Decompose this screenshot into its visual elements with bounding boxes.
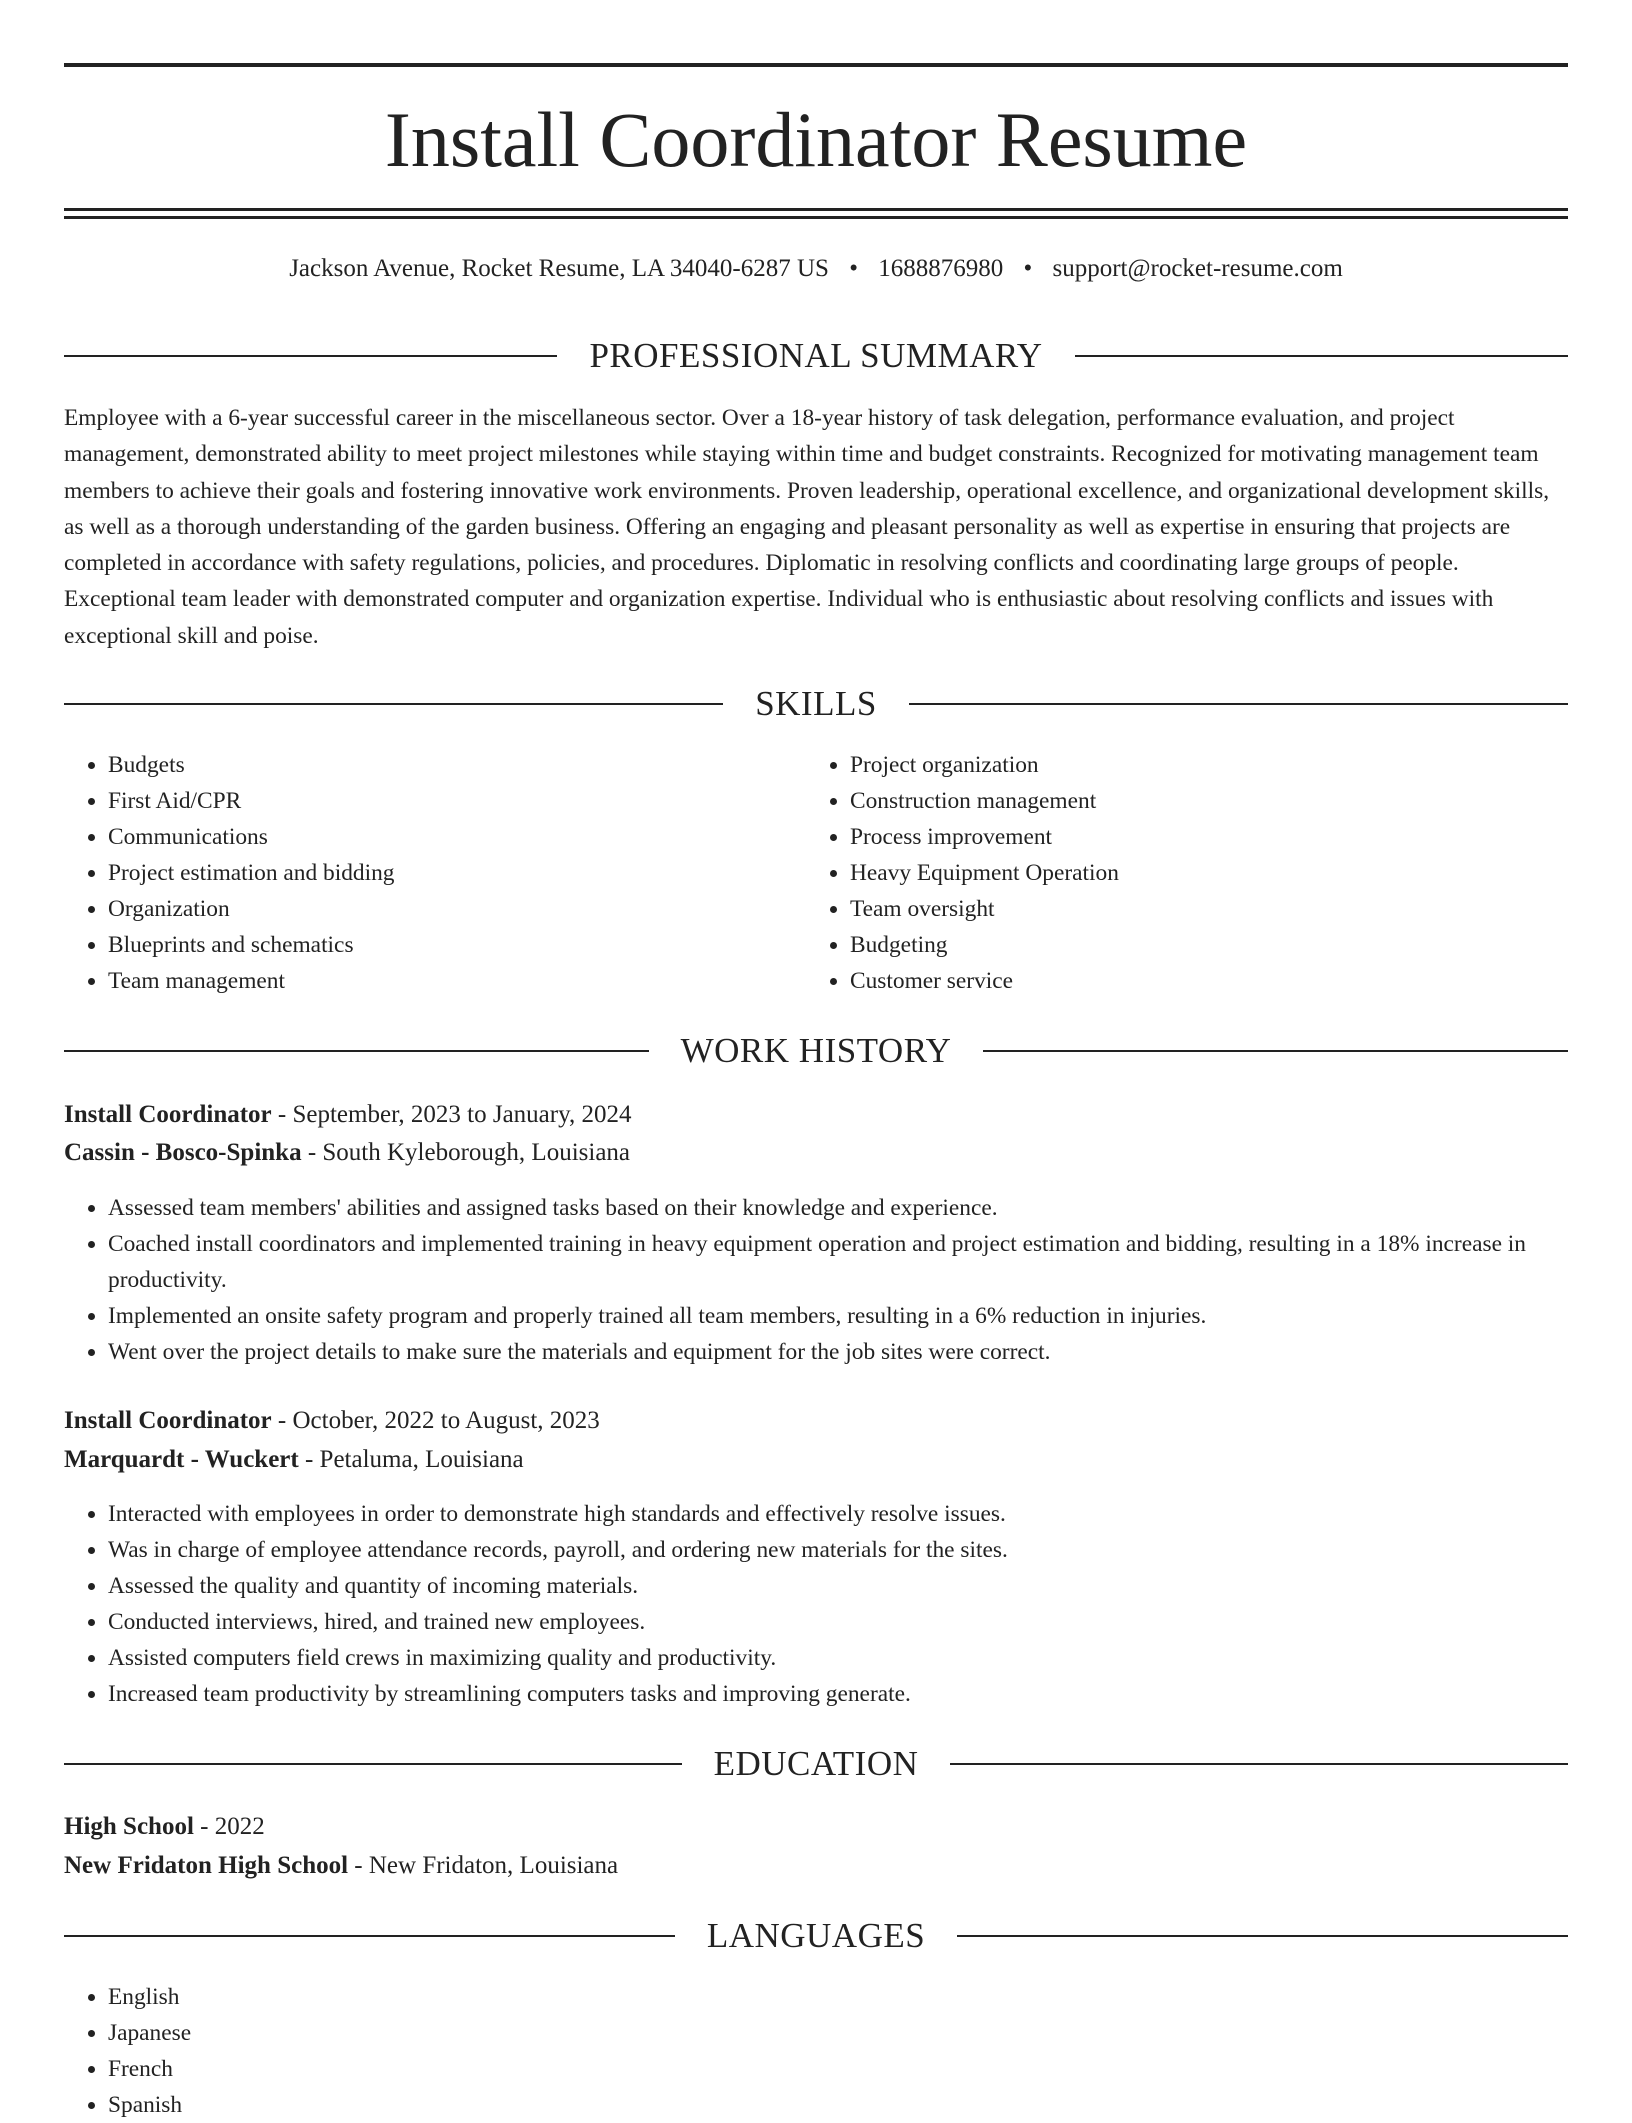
section-title: LANGUAGES — [706, 1916, 926, 1955]
skill-item: • Project organization — [850, 747, 1506, 783]
education-year: - 2022 — [193, 1813, 265, 1840]
heading-rule — [64, 1935, 675, 1937]
education-degree: High School — [64, 1813, 194, 1840]
contact-email[interactable]: support@rocket-resume.com — [1052, 255, 1343, 282]
skill-item: • Organization — [108, 891, 744, 927]
language-item: • Japanese — [108, 2015, 664, 2051]
title-rule-upper — [64, 208, 1568, 211]
heading-rule — [64, 1050, 649, 1052]
contact-line — [64, 252, 1568, 286]
job-duty-item: • Assessed the quality and quantity of incoming materials. — [108, 1568, 1568, 1604]
heading-rule — [64, 1763, 682, 1765]
heading-rule — [950, 1763, 1568, 1765]
section-title: SKILLS — [755, 684, 877, 723]
job-location: - Petaluma, Louisiana — [298, 1446, 524, 1473]
job-duty-item: • Assessed team members' abilities and assigned tasks based on their knowledge and experience. — [108, 1190, 1568, 1226]
skills-column-left — [64, 747, 744, 999]
section-heading-work — [64, 1031, 1568, 1071]
language-item: • English — [108, 1979, 664, 2015]
contact-separator: • — [1023, 255, 1033, 282]
job-title-line — [64, 1098, 1568, 1132]
section-heading-education — [64, 1744, 1568, 1784]
skill-item: • Heavy Equipment Operation — [850, 855, 1506, 891]
contact-phone[interactable]: 1688876980 — [878, 255, 1004, 282]
job-title: Install Coordinator — [64, 1101, 272, 1128]
job-duty-item: • Conducted interviews, hired, and trained new employees. — [108, 1604, 1568, 1640]
skills-column-right — [806, 747, 1506, 999]
job-company-line — [64, 1443, 1568, 1477]
skill-item: • Process improvement — [850, 819, 1506, 855]
skill-item: • Team management — [108, 963, 744, 999]
job-duty-item: • Interacted with employees in order to demonstrate high standards and effectively resolve issues. — [108, 1496, 1568, 1532]
top-rule — [64, 63, 1568, 67]
skill-item: • Construction management — [850, 783, 1506, 819]
heading-rule — [983, 1050, 1568, 1052]
section-heading-summary — [64, 336, 1568, 376]
job-duties — [64, 1496, 1568, 1712]
skill-item: • Communications — [108, 819, 744, 855]
job-company: Marquardt - Wuckert — [64, 1446, 299, 1473]
section-title: EDUCATION — [713, 1744, 919, 1783]
job-duty-item: • Assisted computers field crews in maximizing quality and productivity. — [108, 1640, 1568, 1676]
heading-rule — [957, 1935, 1568, 1937]
skill-item: • Team oversight — [850, 891, 1506, 927]
skill-item: • Customer service — [850, 963, 1506, 999]
skill-item: • Budgeting — [850, 927, 1506, 963]
job-duty-item: • Increased team productivity by streamlining computers tasks and improving generate. — [108, 1676, 1568, 1712]
heading-rule — [64, 355, 557, 357]
job-location: - South Kyleborough, Louisiana — [301, 1139, 631, 1166]
languages-list — [64, 1979, 664, 2123]
job-company: Cassin - Bosco-Spinka — [64, 1139, 302, 1166]
section-heading-languages — [64, 1916, 1568, 1956]
education-school-line — [64, 1849, 1568, 1883]
skill-item: • Blueprints and schematics — [108, 927, 744, 963]
job-company-line — [64, 1136, 1568, 1170]
education-degree-line — [64, 1810, 1568, 1844]
summary-text: Employee with a 6-year successful career in the miscellaneous sector. Over a 18-year history of task delegation, performance evaluation, and project management, demonstrated ability to meet project milestones while staying within time and budget constraints. Recognized for motivating management team members to achieve their goals and fostering innovative work environments. Proven leadership, operational excellence, and organizational development skills, as well as a thorough understanding of the garden business. Offering an engaging and pleasant personality as well as expertise in ensuring that projects are completed in accordance with safety regulations, policies, and procedures. Diplomatic in resolving conflicts and coordinating large groups of people. Exceptional team leader with demonstrated computer and organization expertise. Individual who is enthusiastic about resolving conflicts and issues with exceptional skill and poise. — [64, 405, 1550, 649]
education-location: - New Fridaton, Louisiana — [348, 1852, 619, 1879]
contact-address: Jackson Avenue, Rocket Resume, LA 34040-6287 US — [289, 255, 829, 282]
job-duties — [64, 1190, 1568, 1370]
skill-item: • Budgets — [108, 747, 744, 783]
heading-rule — [1075, 355, 1568, 357]
section-title: WORK HISTORY — [680, 1031, 952, 1070]
job-duty-item: • Went over the project details to make sure the materials and equipment for the job sites were correct. — [108, 1334, 1568, 1370]
section-heading-skills — [64, 684, 1568, 724]
language-item: • French — [108, 2051, 664, 2087]
page-title: Install Coordinator Resume — [384, 96, 1248, 183]
job-dates: - September, 2023 to January, 2024 — [271, 1101, 632, 1128]
heading-rule — [64, 703, 723, 705]
job-title-line — [64, 1404, 1568, 1438]
job-title: Install Coordinator — [64, 1407, 272, 1434]
job-duty-item: • Implemented an onsite safety program and properly trained all team members, resulting in a 6% reduction in injuries. — [108, 1298, 1568, 1334]
language-item: • Spanish — [108, 2087, 664, 2123]
job-dates: - October, 2022 to August, 2023 — [271, 1407, 600, 1434]
skill-item: • First Aid/CPR — [108, 783, 744, 819]
contact-separator: • — [849, 255, 858, 282]
job-duty-item: • Was in charge of employee attendance records, payroll, and ordering new materials for the sites. — [108, 1532, 1568, 1568]
education-school: New Fridaton High School — [64, 1852, 349, 1879]
job-duty-item: • Coached install coordinators and implemented training in heavy equipment operation and project estimation and bidding, resulting in a 18% increase in productivity. — [108, 1226, 1568, 1298]
skill-item: • Project estimation and bidding — [108, 855, 744, 891]
section-title: PROFESSIONAL SUMMARY — [589, 336, 1043, 375]
heading-rule — [909, 703, 1568, 705]
title-rule-lower — [64, 216, 1568, 219]
